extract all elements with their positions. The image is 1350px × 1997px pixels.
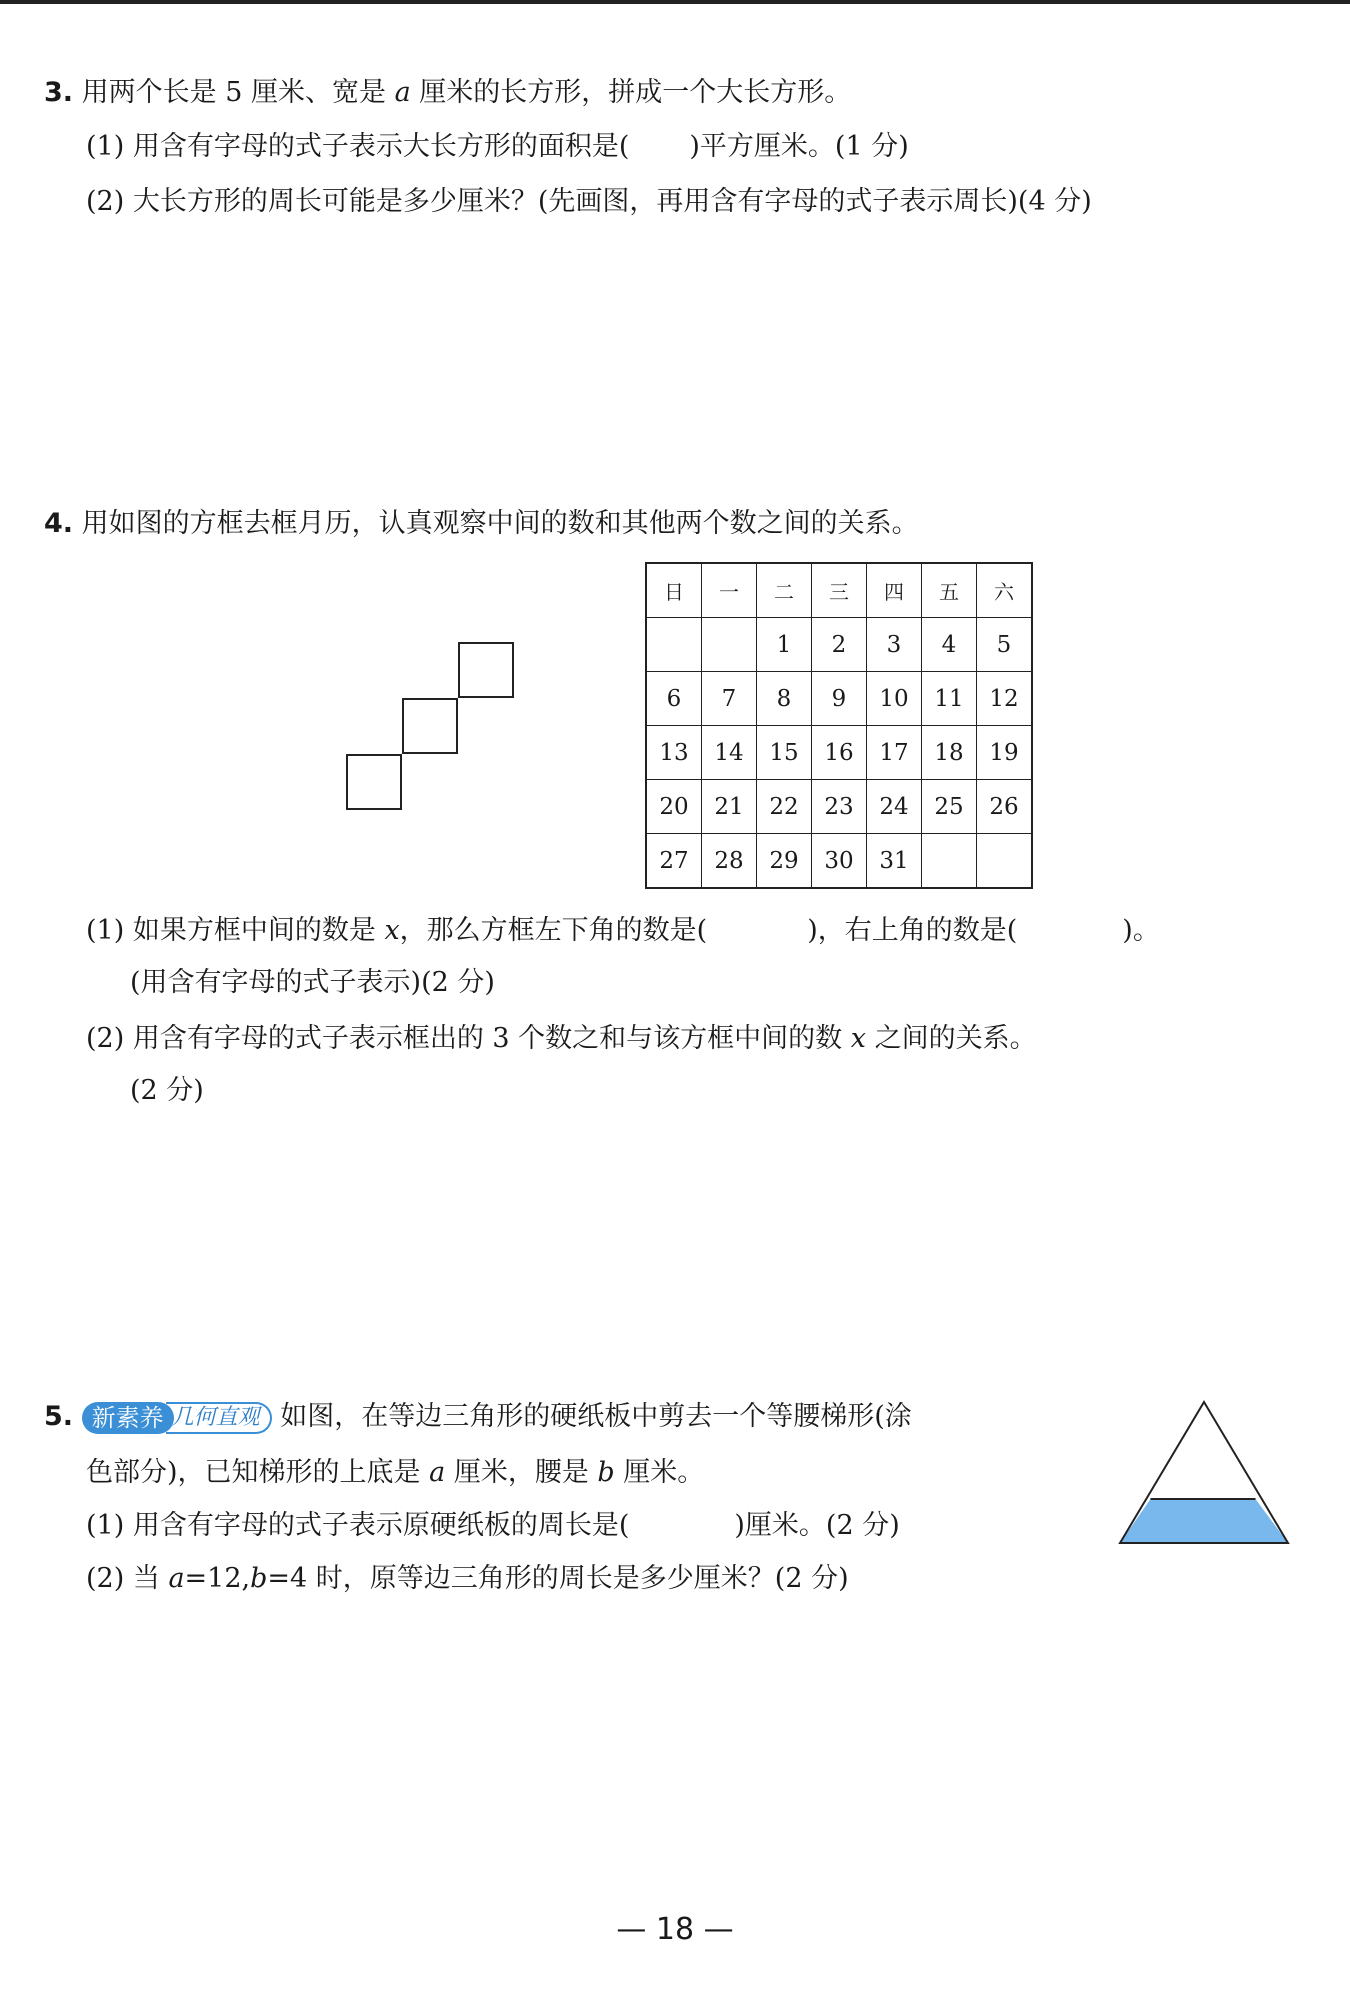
q3-p2-label: (2)	[86, 186, 125, 217]
calendar-row	[646, 672, 1032, 726]
calendar-cell: 21	[702, 780, 757, 834]
calendar-header: 二	[757, 563, 812, 618]
calendar-cell: 26	[977, 780, 1033, 834]
q5-stem-text-b1: 色部分)，已知梯形的上底是	[86, 1457, 430, 1488]
calendar-row	[646, 780, 1032, 834]
q4-p2-text-a: 用含有字母的式子表示框出的 3 个数之和与该方框中间的数	[132, 1023, 851, 1054]
calendar-cell: 17	[867, 726, 922, 780]
new-literacy-badge: 新素养	[82, 1402, 174, 1434]
q3-part2	[86, 185, 1092, 219]
q3-stem	[44, 76, 851, 110]
calendar-header: 六	[977, 563, 1033, 618]
q4-p2-note: (2 分)	[130, 1075, 204, 1106]
calendar-table	[645, 562, 1033, 889]
calendar-cell: 29	[757, 834, 812, 889]
frame-square-middle	[402, 698, 458, 754]
q5-p2-text-a: 当	[132, 1563, 169, 1594]
q4-p1-label: (1)	[86, 915, 125, 946]
calendar-cell	[646, 618, 702, 672]
calendar-cell: 7	[702, 672, 757, 726]
calendar-cell: 13	[646, 726, 702, 780]
calendar-cell: 25	[922, 780, 977, 834]
calendar-cell: 5	[977, 618, 1033, 672]
q5-stem-text-b2: 厘米，腰是	[445, 1457, 598, 1488]
q5-p1-label: (1)	[86, 1510, 125, 1541]
q3-p1-text-b: )平方厘米。(1 分)	[689, 131, 909, 162]
q3-stem-text-a: 用两个长是 5 厘米、宽是	[81, 77, 395, 108]
q5-p1-text-b: )厘米。(2 分)	[734, 1510, 900, 1541]
q3-p1-label: (1)	[86, 131, 125, 162]
calendar-cell: 22	[757, 780, 812, 834]
q3-stem-text-b: 厘米的长方形，拼成一个大长方形。	[410, 77, 852, 108]
calendar-cell: 8	[757, 672, 812, 726]
calendar-cell: 27	[646, 834, 702, 889]
q4-p1-text-c: )，右上角的数是(	[807, 915, 1018, 946]
q4-p1-note: (用含有字母的式子表示)(2 分)	[130, 967, 495, 998]
calendar-row	[646, 834, 1032, 889]
calendar-header: 三	[812, 563, 867, 618]
frame-square-top	[458, 642, 514, 698]
q5-p1-text-a: 用含有字母的式子表示原硬纸板的周长是(	[132, 1510, 630, 1541]
calendar-header: 五	[922, 563, 977, 618]
calendar-cell: 15	[757, 726, 812, 780]
q4-part2	[86, 1022, 1037, 1056]
calendar-header: 四	[867, 563, 922, 618]
q4-part1	[86, 914, 1160, 948]
q5-stem-text-a: 如图，在等边三角形的硬纸板中剪去一个等腰梯形(涂	[280, 1401, 912, 1432]
frame-square-bottom	[346, 754, 402, 810]
q4-p1-text-b: ，那么方框左下角的数是(	[399, 915, 708, 946]
calendar-cell: 12	[977, 672, 1033, 726]
calendar-cell: 16	[812, 726, 867, 780]
q4-stem	[44, 507, 919, 541]
calendar-cell: 20	[646, 780, 702, 834]
calendar-cell: 1	[757, 618, 812, 672]
q4-p1-text-d: )。	[1122, 915, 1160, 946]
calendar-cell	[922, 834, 977, 889]
calendar-cell: 30	[812, 834, 867, 889]
calendar-cell: 3	[867, 618, 922, 672]
q3-part1	[86, 130, 909, 164]
q5-part2	[86, 1562, 849, 1596]
calendar-cell: 9	[812, 672, 867, 726]
q3-p2-text: 大长方形的周长可能是多少厘米？(先画图，再用含有字母的式子表示周长)(4 分)	[132, 186, 1092, 217]
q5-stem-line1	[44, 1400, 912, 1434]
calendar-row	[646, 726, 1032, 780]
calendar-cell: 4	[922, 618, 977, 672]
q4-p1-var-x: x	[384, 915, 400, 946]
q5-number: 5.	[44, 1401, 74, 1432]
q4-p1-text-a: 如果方框中间的数是	[132, 915, 385, 946]
q4-stem-text: 用如图的方框去框月历，认真观察中间的数和其他两个数之间的关系。	[81, 508, 919, 539]
q5-p2-text-b: =12,	[184, 1563, 251, 1594]
calendar-cell: 2	[812, 618, 867, 672]
calendar-header: 一	[702, 563, 757, 618]
q5-p2-label: (2)	[86, 1563, 125, 1594]
calendar-cell: 28	[702, 834, 757, 889]
shaded-trapezoid	[1120, 1499, 1288, 1543]
calendar-cell: 11	[922, 672, 977, 726]
q4-p2-text-b: 之间的关系。	[866, 1023, 1037, 1054]
q4-p2-label: (2)	[86, 1023, 125, 1054]
top-rule	[0, 0, 1350, 4]
calendar-header: 日	[646, 563, 702, 618]
q5-var-a: a	[429, 1457, 446, 1488]
calendar-row	[646, 618, 1032, 672]
q3-p1-text-a: 用含有字母的式子表示大长方形的面积是(	[132, 131, 630, 162]
q4-number: 4.	[44, 508, 74, 539]
q5-part1	[86, 1509, 900, 1543]
calendar-cell: 14	[702, 726, 757, 780]
q5-p2-var-b: b	[250, 1563, 268, 1594]
calendar-cell: 31	[867, 834, 922, 889]
q3-number: 3.	[44, 77, 74, 108]
calendar-cell	[702, 618, 757, 672]
triangle-figure	[1118, 1398, 1294, 1550]
calendar-header-row	[646, 563, 1032, 618]
geometry-intuition-badge: 几何直观	[166, 1402, 272, 1434]
calendar-cell	[977, 834, 1033, 889]
calendar-cell: 10	[867, 672, 922, 726]
calendar-cell: 19	[977, 726, 1033, 780]
calendar-cell: 24	[867, 780, 922, 834]
calendar-cell: 6	[646, 672, 702, 726]
calendar-cell: 23	[812, 780, 867, 834]
q5-var-b: b	[597, 1457, 615, 1488]
q4-p2-var-x: x	[850, 1023, 867, 1054]
q3-var-a: a	[394, 77, 411, 108]
q5-stem-text-b3: 厘米。	[614, 1457, 705, 1488]
q5-stem-line2	[86, 1456, 704, 1490]
q5-p2-var-a: a	[168, 1563, 185, 1594]
q5-p2-text-c: =4 时，原等边三角形的周长是多少厘米？(2 分)	[267, 1563, 849, 1594]
calendar-cell: 18	[922, 726, 977, 780]
page-number: — 18 —	[616, 1912, 734, 1947]
